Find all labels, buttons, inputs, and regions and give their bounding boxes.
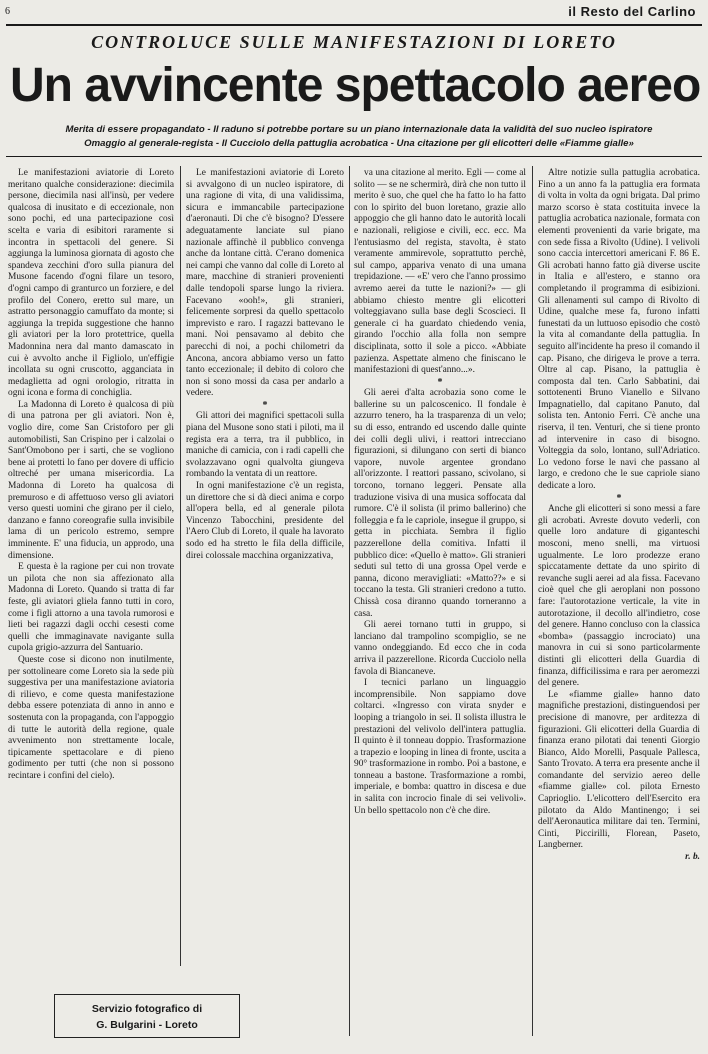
kicker: CONTROLUCE SULLE MANIFESTAZIONI DI LORETO: [91, 32, 617, 52]
headline: Un avvincente spettacolo aereo: [10, 59, 701, 112]
paragraph: Altre notizie sulla pattuglia acrobatica. Fino a un anno fa la pattuglia era formata di volta in volta da ogni brigata. Dal primo marzo scorso è stata costituita invece la pattuglia acrobatica nazionale, formata con elementi provenienti da varie brigate, ma con sede fissa a Rivolto (Udine). I velivoli sono caccia intercettori americani F. 86 E. Gli acrobati hanno fatto già diverse uscite in Italia e all'estero, e stanno ora completando il programma di esibizioni. Gli allenamenti sul campo di Rivolto di Udine, qualche mese fa, furono infatti funestati da un luttuoso episodio che costò la vita al comandante della pattuglia. In seguito all'incidente ha preso il comando il cap. Pisano, che dirigeva le prove a terra. Oltre al cap. Pisano, la pattuglia è composta dal ten. Carlo Sabbatini, dai sottotenenti Bruno Vianello e Silvano Impagnatiello, dal capitano Panuto, dal solista ten. Antonio Ferri. C'è anche una riserva, il ten. Venturi, che si tiene pronto ad intervenire in caso di bisogno. Volteggia da solo, lontano, sull'Adriatico. Lo vedono forse le navi che passano al largo, e credono che le sue capriole siano dedicate a loro.: [538, 168, 700, 492]
photo-credit-box: [54, 994, 240, 1038]
paragraph: I tecnici parlano un linguaggio incomprensibile. Non sappiamo dove coltarci. «Ingresso con virata snyder e looping a triangolo in sei. Il solista illustra le prestazioni del velivolo dell'intera pattuglia. Il quinto è il tonneau doppio. Trasformazione a trapezio e looping in linea di fronte, uscita a 90° trasformazione in rombo. Poi a bastone, e tonneau a bastone. Trasformazione a rombi, imperiale, e bomba: quattro in discesa e due in salita con incrocio finale di sei velivoli». Un bello spettacolo non c'è che dire.: [354, 678, 526, 816]
paragraph: Queste cose si dicono non inutilmente, per sottolineare come Loreto sia la sede più suggestiva per una manifestazione aviatoria di rilievo, e come questa manifestazione debba essere potenziata di anno in anno e sostenuta con la propaganda, con l'appoggio di tutte le autorità della regione, quale avvenimento non strettamente locale, tipicamente spettacolare e di pieno godimento per tutti (che non si possono recintare i confini del cielo).: [8, 654, 174, 781]
column-divider: [180, 166, 181, 966]
author-signature: r. b.: [685, 852, 700, 863]
paragraph: E questa è la ragione per cui non trovate un pilota che non sia affezionato alla Madonna di Loreto. Quando si tratta di far feste, gli aviatori gliela fanno tutti in coro, come i figli attorno a una tavola rumorosi e lieti bei ragazzi dagli occhi cesesti come quelli che immaginavate navigante sulla cupola grigio-azzurra del Santuario.: [8, 562, 174, 654]
column-divider: [349, 166, 350, 1036]
paragraph: Le manifestazioni aviatorie di Loreto meritano qualche considerazione: diecimila persone, diecimila nasi all'insù, per vedere qualcosa di inusitato e di eccezionale, non sono pochi, ed una partecipazione così scelta e varia di esibitori raramente si incontra in spettacoli del genere. Si aggiunga la luminosa giornata di agosto che spandeva zecchini d'oro sulla pianura del Musone facendo d'ogni filare un tesoro, d'ogni campo di granturco un forziere, e del profilo del Conero, eretto sul mare, un astratto personaggio camuffato da monte; si aggiunga la trepida suggestione che hanno gli aviatori per la loro protettrice, quella Madonnina nera dal manto damascato in cui è avvolto anche il Figliolo, un'effigie incollata su ogni cruscotto, agganciata in medaglietta ad ogni orologio, ritratta in ogni icona e forma di conchiglia.: [8, 168, 174, 399]
paragraph: va una citazione al merito. Egli — come al solito — se ne schermirà, dirà che non tutto il merito è suo, che quel che ha fatto lo ha fatto con lo spirito del buon loretano, grazie allo appoggio che gli hanno dato le autorità locali e nazionali, religiose e civili, ecc. ecc. Ma l'entusiasmo del regista, stavolta, è stato veramente ammirevole, soprattutto perchè, sul campo, appariva venato di una umana trepidazione. — «E' vero che l'anno prossimo avremo aerei da tutte le nazioni?» — gli abbiamo chiesto mentre gli elicotteri volteggiavano sulla base degli Scoscieci. Il generale ci ha guardato chiedendo venia, girando l'occhio alla folla non sempre disciplinata, sotto il sole a picco. «Abbiate pazienza. Aspettate almeno che finiscano le manifestazioni di quest'anno...».: [354, 168, 526, 376]
sub-rule: [6, 156, 702, 157]
paragraph: Anche gli elicotteri si sono messi a fare gli acrobati. Avreste dovuto vederli, con quelle loro andature di giganteschi mosconi, meno snelli, ma virtuosi ugualmente. Le loro prodezze erano spiccatamente dettate da uno spirito di revanche sugli aerei ad ala fissa. Facevano cioè quel che gli aeroplani non possono fare: l'autorotazione verticale, la vite in autorotazione, il decollo all'indietro, cose del genere. Hanno concluso con la classica «bomba» (passaggio incrociato) una manovra in cui si sono particolarmente distinti gli elicotteri della Guardia di finanza, difficilissima e rara per aeromezzi del genere.: [538, 504, 700, 689]
paragraph: Gli aerei tornano tutti in gruppo, si lanciano dal trampolino scompiglio, se ne vanno ondeggiando. Ed ecco che in coda arriva il pazzerellone. Ricorda Cucciolo nella favola di Biancaneve.: [354, 620, 526, 677]
column-3: [354, 168, 526, 1044]
page-number: 6: [5, 6, 10, 17]
masthead: il Resto del Carlino: [568, 4, 696, 19]
section-star: *: [437, 376, 443, 388]
paragraph: Gli attori dei magnifici spettacoli sulla piana del Musone sono stati i piloti, ma il regista era a terra, tra il pubblico, in maniche di camicia, con i radi capelli che svolazzavano ogni qualvolta giungeva rombando la ventata di un reattore.: [186, 411, 344, 480]
photo-credit-line: Servizio fotografico di: [91, 1003, 203, 1015]
section-star: *: [262, 399, 268, 411]
top-rule: [6, 24, 702, 26]
photo-credit-line: G. Bulgarini - Loreto: [96, 1019, 198, 1031]
paragraph: Gli aerei d'alta acrobazia sono come le ballerine su un palcoscenico. Il fondale è azzurro tenero, ha la trasparenza di un velo; su di esso, entrando ed uscendo dalle quinte dei colli degli ulivi, i reattori intrecciano figurazioni, si dilungano con serti di bianco vapore, nuvole argentee grondano all'orizzonte. I reattori passano, scivolano, si torcono, tornano leggeri. Pensate alla traduzione visiva di una musica soffocata dal rumore. C'è il solista (il primo ballerino) che folleggia e fa le capriole, insegue il gruppo, si getta in picchiata. Sembra il figlio pazzerellone della comitiva. Infatti il pubblico dice: «Quello è matto». Gli stranieri seduti sul tetto di una grossa Opel verde e panna, dicono meravigliati: «Matto??» e si toccano la testa. Gli stranieri credono a tutto. Chissà cosa diranno quando torneranno a casa.: [354, 388, 526, 619]
section-star: *: [616, 492, 622, 504]
paragraph: La Madonna di Loreto è qualcosa di più di una patrona per gli aviatori. Non è, voglio dire, come San Cristoforo per gli automobilisti, San Crispino per i calzolai o Sant'Omobono per i sarti, che se vogliono bene ai protetti lo fano per dovere di ufficio oltreché per umana misericordia. La Madonna di Loreto ha qualcosa di premuroso e di affettuoso verso gli aviatori verso questi uomini che girano per il cielo, danzano e fanno coreografie sulla invisibile lama di un pericolo estremo, sempre imminente. E' una fiducia, un approdo, una dimensione.: [8, 399, 174, 561]
column-divider: [532, 166, 533, 1036]
paragraph: Le manifestazioni aviatorie di Loreto si avvalgono di un nucleo ispiratore, di una ragione di vita, di una validissima, sicura e immancabile partecipazione d'aeronauti. Di che c'è bisogno? D'essere adeguatamente lanciate sul piano nazionale affinchè il pubblico convenga anche da lontane città. C'erano domenica nei campi che vanno dal colle di Loreto al mare, macchine di stranieri provenienti dalle tendopoli sparse lungo la riviera. Facevano «ooh!», gli stranieri, felicemente sorpresi da quello spettacolo imprevisto e raro. I ragazzi battevano le mani. Noi pensavamo al debito che parecchi di noi, a pochi chilometri da Ancona, ancora abbiamo verso un fatto tanto eccezionale; il debito di coloro che non si sono mossi da casa per andarlo a vedere.: [186, 168, 344, 399]
column-2: [186, 168, 344, 988]
paragraph: Le «fiamme gialle» hanno dato magnifiche prestazioni, distinguendosi per precisione di manovre, per arditezza di figurazioni. Gli elicotteri della Guardia di finanza erano pilotati dai tenenti Giorgio Bianco, Aldo Morelli, Pasquale Pallesca, Santo Trovato. A terra era presente anche il comandante del servizio aereo delle «fiamme gialle» col. pilota Ernesto Caprioglio. L'elicottero dell'Esercito era pilotato da Aldo Mantinengo; i sei dell'Aeronautica militare dai ten. Termini, Cinti, Piccirilli, Florean, Paseto, Langberner.: [538, 689, 700, 851]
subhead-1: Merita di essere propagandato - Il raduno si potrebbe portare su un piano internazionale data la validità del suo nucleo ispiratore: [65, 124, 653, 135]
paragraph: In ogni manifestazione c'è un regista, un direttore che si dà dieci anima e corpo all'opera bella, ed al generale pilota Vincenzo Tabocchini, presidente del l'Aero Club di Loreto, il quale ha lavorato sodo ed ha stretto le fila della difficile, direi colossale macchina organizzativa,: [186, 481, 344, 561]
subhead-2: Omaggio al generale-regista - Il Cucciolo della pattuglia acrobatica - Una citazione per gli elicotteri delle «Fiamme gialle»: [84, 138, 634, 149]
column-1: [8, 168, 174, 978]
column-4: [538, 168, 700, 1038]
